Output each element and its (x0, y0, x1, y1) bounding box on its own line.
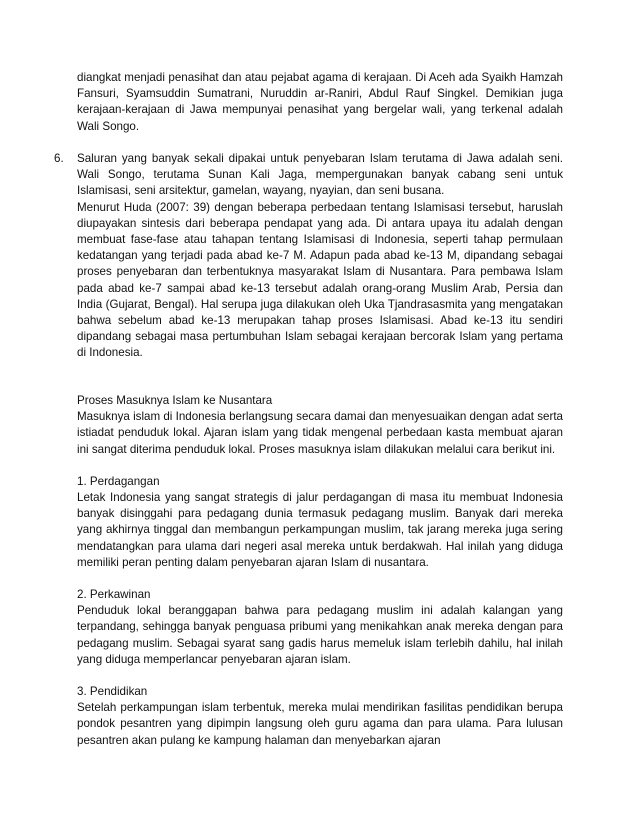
continuation-text: diangkat menjadi penasihat dan atau pejabat agama di kerajaan. Di Aceh ada Syaikh Hamzah Fansuri, Syamsuddin Sumatrani, Nuruddin ar-Raniri, Abdul Rauf Singkel. Demikian juga kerajaan-kerajaan di Jawa mempunyai penasihat yang bergelar wali, yang terkenal adalah Wali Songo. (77, 71, 563, 133)
text-pendidikan: Setelah perkampungan islam terbentuk, mereka mulai mendirikan fasilitas pendidikan berupa pondok pesantren yang dipimpin langsung oleh guru agama dan para ulama. Para lulusan pesantren akan pulang ke kampung halaman dan menyebarkan ajaran (77, 701, 563, 747)
subheading-perkawinan: 2. Perkawinan (77, 588, 151, 602)
spacer (77, 458, 563, 474)
section-intro: Masuknya islam di Indonesia berlangsung secara damai dan menyesuaikan dengan adat serta istiadat penduduk lokal. Ajaran islam yang tidak mengenal perbedaan kasta membuat ajaran ini sangat diterima penduduk lokal. Proses masuknya islam dilakukan melalui cara berikut ini. (77, 410, 563, 456)
subheading-pendidikan: 3. Pendidikan (77, 685, 148, 699)
spacer (77, 668, 563, 684)
list-number-6: 6. (54, 152, 64, 165)
text-perkawinan: Penduduk lokal beranggapan bahwa para pedagang muslim ini adalah kalangan yang terpandang, sehingga banyak penguasa pribumi yang menikahkan anak mereka dengan para pedagang muslim. Sebagai syarat sang gadis harus memeluk islam terlebih dahilu, hal inilah yang diduga memperlancar penyebaran ajaran islam. (77, 604, 563, 666)
spacer (77, 571, 563, 587)
text-perdagangan: Letak Indonesia yang sangat strategis di jalur perdagangan di masa itu membuat Indonesia banyak disinggahi para pedagang dunia termasuk pedagang muslim. Banyak dari mereka yang akhirnya tinggal dan membangun perkampungan muslim, tak jarang mereka juga sering mendatangkan para ulama dari negeri asal mereka untuk berdakwah. Hal inilah yang diduga memiliki peran penting dalam penyebaran ajaran Islam di nusantara. (77, 491, 563, 569)
continuation-paragraph (77, 70, 563, 135)
item6-paragraph-2: Menurut Huda (2007: 39) dengan beberapa perbedaan tentang Islamisasi tersebut, haruslah diupayakan sintesis dari beberapa pendapat yang ada. Di antara upaya itu adalah dengan membuat fase-fase atau tahapan tentang Islamisasi di Indonesia, seperti tahap permulaan kedatangan yang terjadi pada abad ke-7 M. Adapun pada abad ke-13 M, dipandang sebagai proses penyebaran dan terbentuknya masyarakat Islam di Nusantara. Para pembawa Islam pada abad ke-7 sampai abad ke-13 tersebut adalah orang-orang Muslim Arab, Persia dan India (Gujarat, Bengal). Hal serupa juga dilakukan oleh Uka Tjandrasasmita yang mengatakan bahwa sebelum abad ke-13 merupakan tahap proses Islamisasi. Abad ke-13 itu sendiri dipandang sebagai masa pertumbuhan Islam sebagai kerajaan bercorak Islam yang pertama di Indonesia. (77, 200, 563, 360)
item6-paragraph-1: Saluran yang banyak sekali dipakai untuk penyebaran Islam terutama di Jawa adalah seni. Wali Songo, terutama Sunan Kali Jaga, mempergunakan banyak cabang seni untuk Islamisasi, seni arsitektur, gamelan, wayang, nyayian, dan seni busana. (77, 152, 563, 198)
list-item-6 (77, 151, 563, 362)
section-proses-masuknya-islam (77, 393, 563, 749)
subheading-perdagangan: 1. Perdagangan (77, 474, 160, 488)
section-title: Proses Masuknya Islam ke Nusantara (77, 394, 273, 407)
